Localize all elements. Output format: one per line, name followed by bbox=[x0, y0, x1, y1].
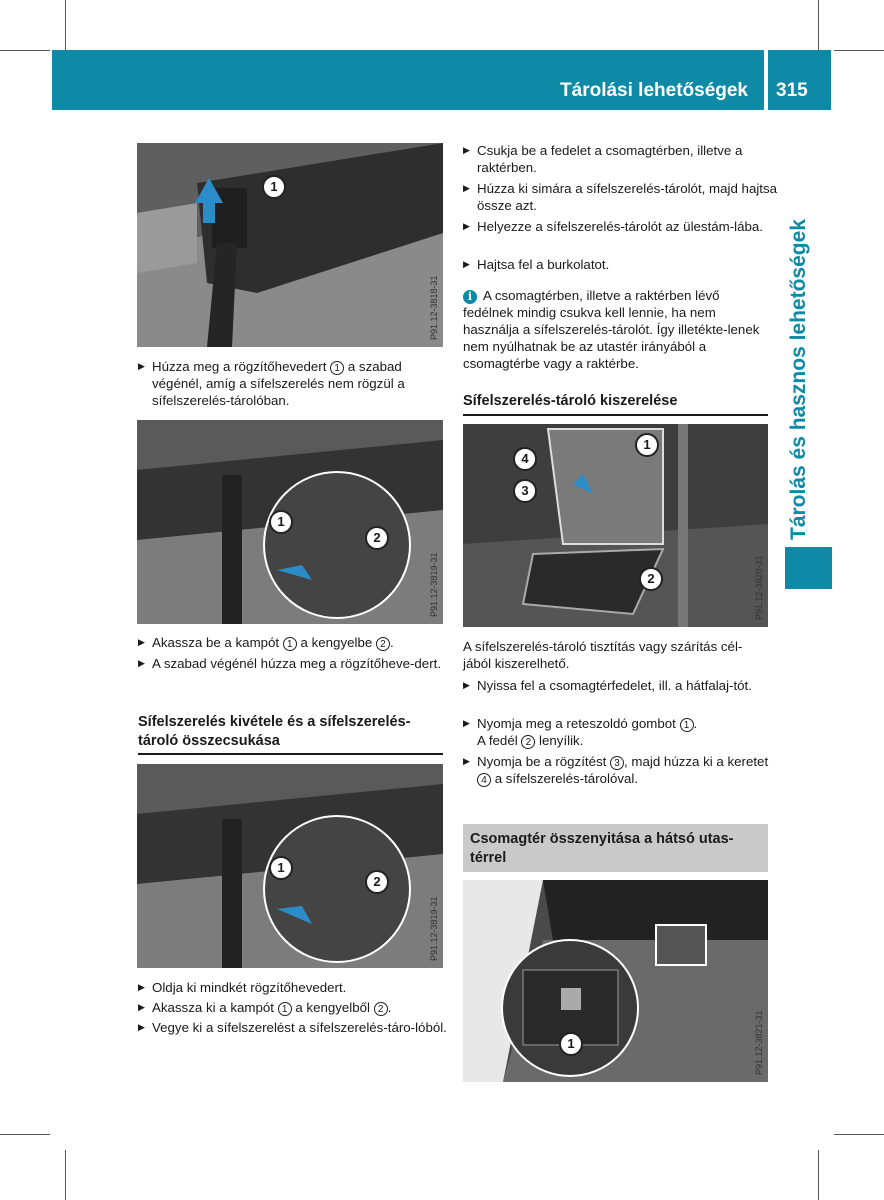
page-number-box bbox=[768, 50, 831, 110]
instruction-step: ▶ Nyomja be a rögzítést 3 , majd húzza ki a keretet 4 a sífelszerelés-tárolóval. bbox=[463, 753, 782, 787]
instruction-step: ▶ Nyissa fel a csomagtérfedelet, ill. a hátfalaj-tót. bbox=[463, 677, 782, 694]
grey-section-heading: Csomagtér összenyitása a hátsó utas-térrel bbox=[463, 824, 768, 872]
instruction-step: ▶ Húzza meg a rögzítőhevedert 1 a szabad végénél, amíg a sífelszerelés nem rögzül a sífelszerelés-tárolóban. bbox=[138, 358, 452, 409]
crop-mark bbox=[0, 50, 50, 51]
callout-4: 4 bbox=[513, 447, 537, 471]
callout-2: 2 bbox=[365, 870, 389, 894]
heading-rule bbox=[463, 414, 768, 416]
info-note bbox=[463, 287, 768, 372]
callout-2: 2 bbox=[365, 526, 389, 550]
crop-mark bbox=[818, 1150, 819, 1200]
callout-1: 1 bbox=[262, 175, 286, 199]
figure-hook-bracket bbox=[137, 420, 443, 624]
callout-3: 3 bbox=[513, 479, 537, 503]
paragraph: A sífelszerelés-tároló tisztítás vagy szárítás cél-jából kiszerelhető. bbox=[463, 639, 743, 671]
callout-1: 1 bbox=[559, 1032, 583, 1056]
crop-mark bbox=[65, 1150, 66, 1200]
figure-trunk-opening bbox=[463, 880, 768, 1082]
info-icon: i bbox=[463, 290, 477, 304]
crop-mark bbox=[834, 50, 884, 51]
figure-code: P91.12-3820-31 bbox=[754, 555, 764, 620]
crop-mark bbox=[0, 1134, 50, 1135]
instruction-step: ▶ Hajtsa fel a burkolatot. bbox=[463, 256, 782, 273]
figure-ski-bag-removal bbox=[463, 424, 768, 627]
instruction-step: ▶ Oldja ki mindkét rögzítőhevedert. bbox=[138, 979, 452, 996]
instruction-step: ▶ Csukja be a fedelet a csomagtérben, illetve a raktérben. bbox=[463, 142, 782, 176]
instruction-step: ▶ Helyezze a sífelszerelés-tárolót az ülestám-lába. bbox=[463, 218, 782, 235]
chapter-side-label: Tárolás és hasznos lehetőségek bbox=[787, 219, 810, 540]
instruction-step: ▶ Akassza ki a kampót 1 a kengyelből 2 . bbox=[138, 999, 452, 1016]
instruction-step: ▶ A szabad végénél húzza meg a rögzítőheve-dert. bbox=[138, 655, 452, 672]
page-number: 315 bbox=[776, 80, 808, 101]
crop-mark bbox=[834, 1134, 884, 1135]
chapter-tab-marker bbox=[785, 547, 832, 589]
section-heading: Sífelszerelés kivétele és a sífelszerelés-tároló összecsukása bbox=[138, 714, 411, 749]
instruction-step: ▶ Akassza be a kampót 1 a kengyelbe 2 . bbox=[138, 634, 452, 651]
callout-1: 1 bbox=[269, 510, 293, 534]
section-heading: Sífelszerelés-tároló kiszerelése bbox=[463, 393, 678, 409]
info-text: A csomagtérben, illetve a raktérben lévő fedélnek mindig csukva kell lennie, ha nem használja a sífelszerelés-tárolót. Így illetékte-lenek nem nyúlhatnak be az utastér irányából a csomagtérbe vagy a raktérbe. bbox=[463, 288, 760, 371]
figure-code: P91.12-3819-31 bbox=[429, 552, 439, 617]
crop-mark bbox=[65, 0, 66, 50]
figure-code: P91.12-3821-31 bbox=[754, 1010, 764, 1075]
figure-ski-bag-strap bbox=[137, 143, 443, 347]
section-title: Tárolási lehetőségek bbox=[560, 80, 748, 101]
figure-release-hook bbox=[137, 764, 443, 968]
instruction-step: ▶ Húzza ki simára a sífelszerelés-tárolót, majd hajtsa össze azt. bbox=[463, 180, 782, 214]
crop-mark bbox=[818, 0, 819, 50]
instruction-step: ▶ Vegye ki a sífelszerelést a sífelszerelés-táro-lóból. bbox=[138, 1019, 452, 1036]
callout-2: 2 bbox=[639, 567, 663, 591]
figure-code: P91.12-3819-31 bbox=[429, 896, 439, 961]
heading-rule bbox=[138, 753, 443, 755]
callout-1: 1 bbox=[635, 433, 659, 457]
figure-code: P91.12-3818-31 bbox=[429, 275, 439, 340]
instruction-step: ▶ Nyomja meg a reteszoldó gombot 1 . A fedél 2 lenyílik. bbox=[463, 715, 782, 749]
callout-1: 1 bbox=[269, 856, 293, 880]
header-bar bbox=[52, 50, 764, 110]
